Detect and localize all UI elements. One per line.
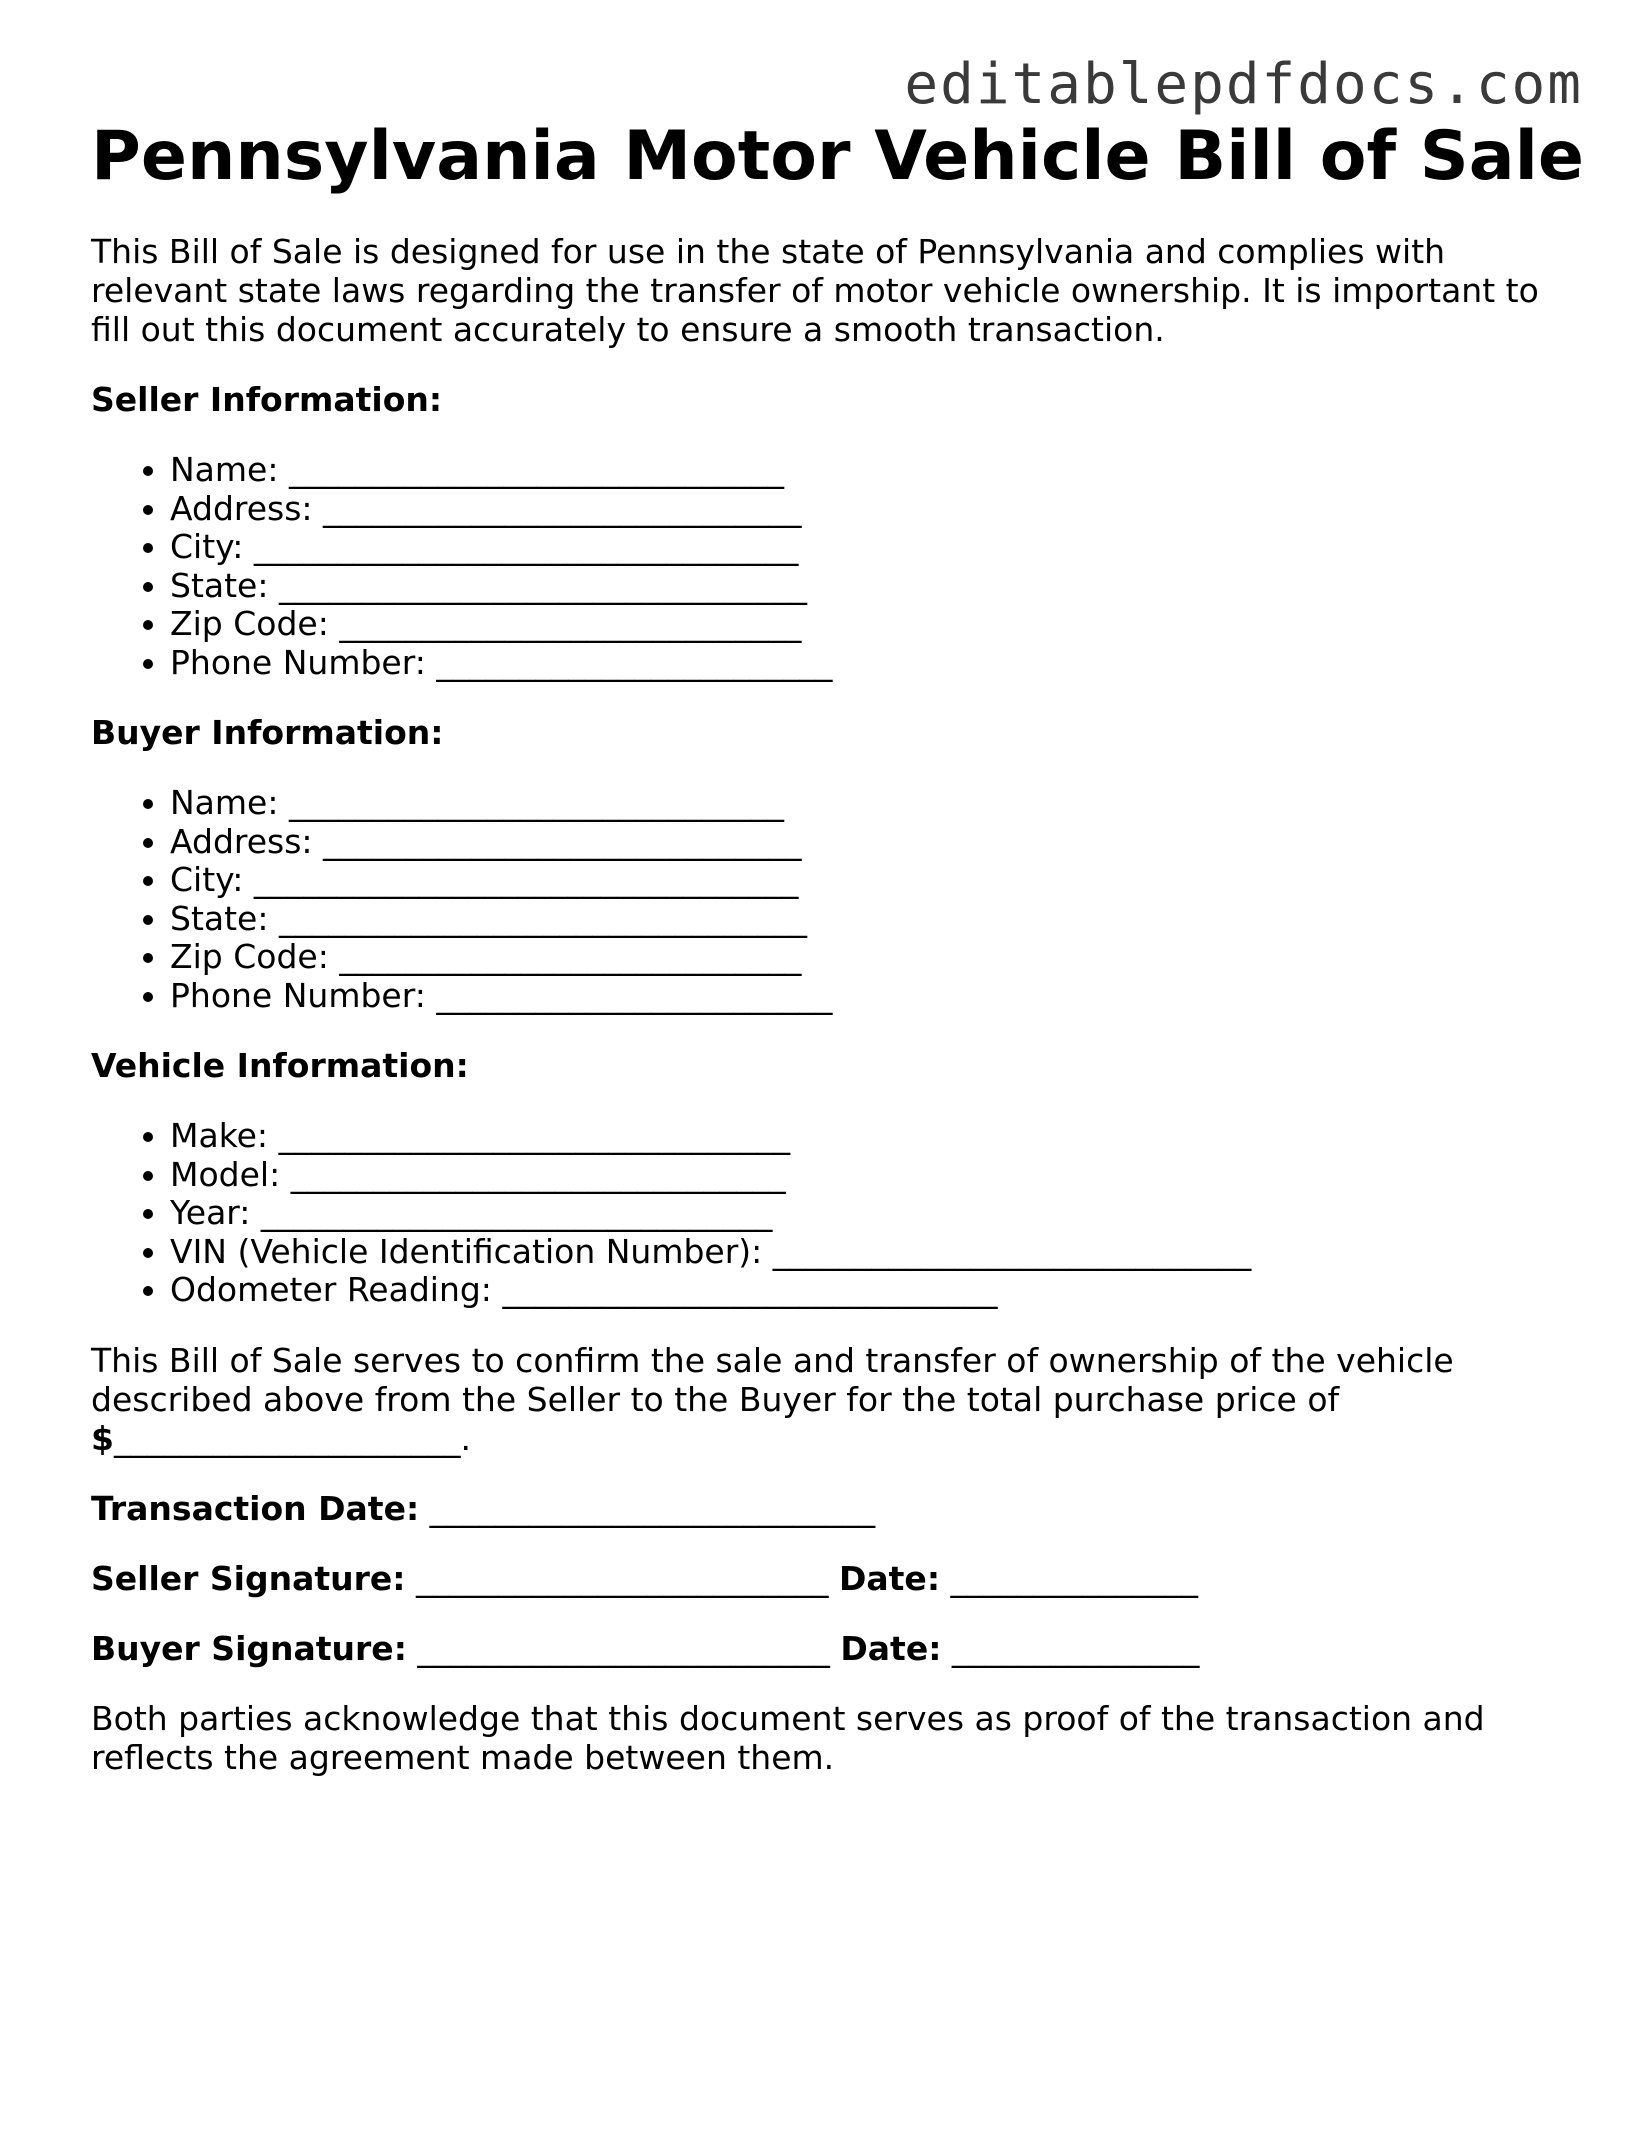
field-blank[interactable]: ______________________________ xyxy=(288,450,784,489)
buyer-heading: Buyer Information: xyxy=(91,713,444,752)
vehicle-heading: Vehicle Information: xyxy=(91,1046,469,1085)
purchase-price-blank[interactable]: _____________________ xyxy=(113,1418,461,1458)
field-label: Zip Code: xyxy=(170,604,329,643)
field-blank[interactable]: ______________________________ xyxy=(502,1270,998,1309)
purchase-paragraph xyxy=(91,1341,1561,1458)
field-label: State: xyxy=(170,565,269,605)
buyer-date-blank[interactable]: _______________ xyxy=(951,1628,1200,1668)
buyer-date-label: Date: xyxy=(840,1628,942,1668)
field-label: Phone Number: xyxy=(170,642,426,682)
buyer-phone-field[interactable] xyxy=(170,977,1561,1016)
field-label: Address: xyxy=(170,488,313,528)
seller-heading: Seller Information: xyxy=(91,380,443,419)
buyer-state-field[interactable] xyxy=(170,900,1561,939)
field-label: Zip Code: xyxy=(170,937,329,976)
page-title: Pennsylvania Motor Vehicle Bill of Sale xyxy=(91,117,1585,196)
field-blank[interactable]: _____________________________ xyxy=(772,1231,1252,1271)
field-label: Address: xyxy=(170,821,313,861)
vehicle-vin-field[interactable] xyxy=(170,1233,1561,1272)
field-label: Name: xyxy=(170,783,279,822)
field-blank[interactable]: ____________________________ xyxy=(339,937,802,976)
seller-date-blank[interactable]: _______________ xyxy=(950,1558,1199,1598)
field-blank[interactable]: _________________________________ xyxy=(253,527,799,566)
seller-signature-label: Seller Signature: xyxy=(91,1558,406,1598)
transaction-date-label: Transaction Date: xyxy=(91,1488,420,1528)
seller-signature-line xyxy=(91,1559,1561,1598)
seller-date-label: Date: xyxy=(839,1558,941,1598)
buyer-signature-label: Buyer Signature: xyxy=(91,1628,407,1668)
field-label: Name: xyxy=(170,450,279,489)
field-label: City: xyxy=(170,527,244,566)
field-blank[interactable]: _________________________________ xyxy=(253,860,799,899)
field-blank[interactable]: ________________________________ xyxy=(278,898,807,938)
vehicle-model-field[interactable] xyxy=(170,1156,1561,1195)
buyer-signature-blank[interactable]: _________________________ xyxy=(417,1628,830,1668)
field-blank[interactable]: ____________________________ xyxy=(339,604,802,643)
seller-phone-field[interactable] xyxy=(170,644,1561,683)
field-label: Phone Number: xyxy=(170,975,426,1015)
seller-address-field[interactable] xyxy=(170,490,1561,529)
field-blank[interactable]: ________________________________ xyxy=(278,565,807,605)
vehicle-fields xyxy=(91,1117,1561,1310)
seller-name-field[interactable] xyxy=(170,451,1561,490)
transaction-date-line xyxy=(91,1489,1561,1528)
vehicle-year-field[interactable] xyxy=(170,1194,1561,1233)
field-label: City: xyxy=(170,860,244,899)
closing-paragraph: Both parties acknowledge that this document serves as proof of the transaction and reflects the agreement made between them. xyxy=(91,1698,1485,1777)
buyer-fields xyxy=(91,784,1561,1015)
vehicle-make-field[interactable] xyxy=(170,1117,1561,1156)
field-blank[interactable]: ______________________________ xyxy=(288,783,784,822)
document-page xyxy=(91,112,1585,1808)
buyer-address-field[interactable] xyxy=(170,823,1561,862)
field-label: VIN (Vehicle Identification Number): xyxy=(170,1231,763,1271)
vehicle-odometer-field[interactable] xyxy=(170,1271,1561,1310)
field-label: Year: xyxy=(170,1193,251,1232)
field-label: Odometer Reading: xyxy=(170,1270,492,1309)
purchase-text: This Bill of Sale serves to confirm the sale and transfer of ownership of the vehicle described above from the Seller to the Buyer for the total purchase price of xyxy=(91,1340,1454,1419)
watermark: editablepdfdocs.com xyxy=(904,52,1583,117)
transaction-date-blank[interactable]: ___________________________ xyxy=(429,1488,876,1528)
intro-paragraph: This Bill of Sale is designed for use in the state of Pennsylvania and complies with relevant state laws regarding the transfer of motor vehicle ownership. It is important to fill out this document accurately to ensure a smooth transaction. xyxy=(91,232,1539,349)
field-label: Model: xyxy=(170,1154,281,1194)
seller-signature-blank[interactable]: _________________________ xyxy=(416,1558,829,1598)
field-label: State: xyxy=(170,898,269,938)
seller-zip-field[interactable] xyxy=(170,605,1561,644)
buyer-zip-field[interactable] xyxy=(170,938,1561,977)
buyer-name-field[interactable] xyxy=(170,784,1561,823)
field-blank[interactable]: ______________________________ xyxy=(290,1154,786,1194)
seller-fields xyxy=(91,451,1561,682)
field-blank[interactable]: ________________________ xyxy=(436,975,833,1015)
currency-symbol: $ xyxy=(91,1418,114,1458)
field-blank[interactable]: _______________________________ xyxy=(278,1116,791,1155)
field-label: Make: xyxy=(170,1116,269,1155)
field-blank[interactable]: _____________________________ xyxy=(323,488,802,528)
seller-state-field[interactable] xyxy=(170,567,1561,606)
buyer-city-field[interactable] xyxy=(170,861,1561,900)
purchase-end: . xyxy=(460,1418,471,1458)
field-blank[interactable]: _______________________________ xyxy=(260,1193,773,1232)
field-blank[interactable]: ________________________ xyxy=(436,642,833,682)
buyer-signature-line xyxy=(91,1629,1561,1668)
field-blank[interactable]: _____________________________ xyxy=(323,821,802,861)
seller-city-field[interactable] xyxy=(170,528,1561,567)
